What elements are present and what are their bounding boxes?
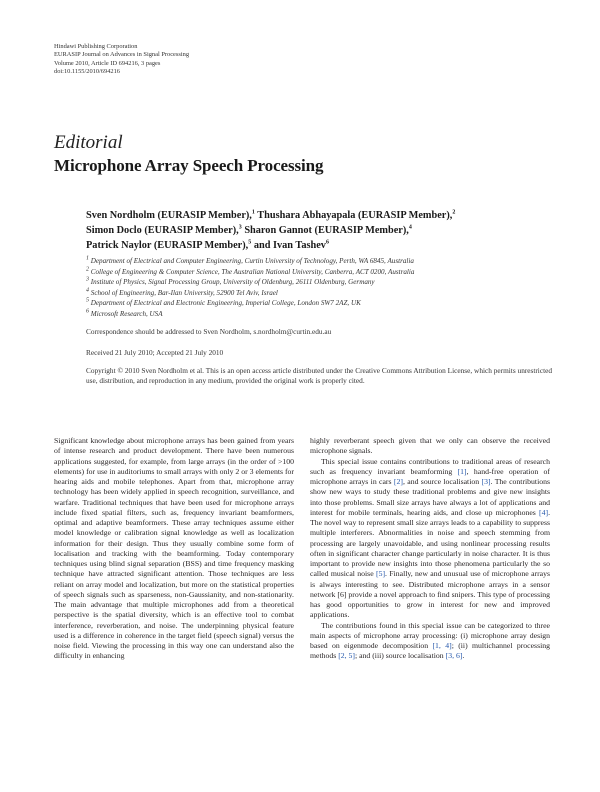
author-affiliation-number: 3: [238, 224, 242, 231]
journal-name: EURASIP Journal on Advances in Signal Processing: [54, 51, 190, 59]
affiliation-list: [86, 256, 556, 319]
author-name: Sven Nordholm (EURASIP Member),: [86, 210, 252, 221]
author-list: [86, 208, 566, 254]
affiliation: $^1$ Department of Electrical and Computer Engineering, Curtin University of Technology, Perth, WA 6845, Australia: [86, 255, 414, 265]
citation-link[interactable]: [2, 5]: [338, 651, 355, 661]
body-paragraph: Significant knowledge about microphone arrays has been gained from years of intense research and product development. There have been numerous applications suggested, for example, from large arrays (in the order of >100 elements) for use in auditoriums to small arrays with only 2 or 3 elements for hearing aids and mobile telephones. Apart from that, microphone array technology has been widely applied in speech recognition, surveillance, and warfare. Traditional techniques that have been used for microphone arrays include fixed spatial filters, such as, frequency invariant beamformers, optimal and adaptive beamformers. These array techniques assume either model knowledge or calibration signal knowledge as well as localization information for their design. Thus they usually combine some form of localisation and tracking with the beamforming. Today contemporary techniques using blind signal separation (BSS) and time frequency masking technique have attracted significant attention. Those techniques are less reliant on array model and localization, but more on the statistical properties of speech signals such as sparseness, non-Gaussianity, and non-stationarity. The main advantage that multiple microphones add from a theoretical perspective is the spatial diversity, which is an effective tool to combat interference, reverberation, and noise. The underpinning physical feature used is a difference in coherence in the target field (speech signal) versus the noise field. Viewing the processing in this way one can understand also the difficulty in enhancing: [54, 436, 294, 661]
author-name: Simon Doclo (EURASIP Member),: [86, 225, 239, 237]
affiliation: $^4$ School of Engineering, Bar-Ilan University, 52900 Tel Aviv, Israel: [86, 287, 278, 297]
citation-link[interactable]: [5]: [375, 569, 386, 579]
citation-link[interactable]: [1, 4]: [432, 641, 452, 650]
doi[interactable]: doi:10.1155/2010/694216: [54, 68, 120, 76]
publisher-name: Hindawi Publishing Corporation: [54, 43, 138, 50]
affiliation: $^3$ Institute of Physics, Signal Processing Group, University of Oldenburg, 26111 Oldenburg, Germany: [86, 276, 375, 286]
body-column-right: [310, 436, 550, 662]
body-paragraph: This special issue contains contributions to traditional areas of research such as frequency invariant beamforming [1], hand-free operation of microphone arrays in cars [2], and source localisation [3]. The contributions show new ways to study these traditional problems and give new insights into those problems. Small size arrays have always a lot of applications and interest for mobile terminals, hearing aids, and close up microphones [4]. The novel way to represent small size arrays leads to a capability to suppress multiple interferers. Abnormalities in noise and speech stemming from processing are largely unavoidable, and using nonlinear processing results often in significant character change particularly in noise character. It is thus important to provide new insights into those phenomena particularly the so called musical noise [5]. Finally, new and unusual use of microphone arrays is always interesting to see. Distributed microphone arrays in a sensor network [6] provide a novel approach to find snipers. This type of processing has good opportunities to grow in interest for new and improved applications.: [310, 456, 551, 620]
citation-link[interactable]: [2]: [393, 477, 403, 486]
affiliation: $^6$ Microsoft Research, USA: [86, 308, 163, 318]
author-affiliation-number: 5: [248, 239, 252, 246]
correspondence-note: Correspondence should be addressed to Sven Nordholm, s.nordholm@curtin.edu.au: [86, 327, 332, 336]
citation-link[interactable]: [3, 6]: [445, 651, 463, 661]
citation-link[interactable]: [4]: [539, 507, 549, 517]
affiliation: $^2$ College of Engineering & Computer Science, The Australian National University, Canberra, ACT 0200, Australia: [86, 266, 415, 276]
citation-link[interactable]: [3]: [481, 477, 491, 486]
received-accepted-dates: Received 21 July 2010; Accepted 21 July 2010: [86, 348, 224, 357]
body-paragraph: highly reverberant speech given that we only can observe the received microphone signals.: [310, 436, 550, 456]
author-affiliation-number: 6: [325, 239, 329, 246]
author-name: Patrick Naylor (EURASIP Member),: [86, 240, 249, 252]
author-affiliation-number: 1: [251, 209, 255, 216]
author-affiliation-number: 4: [408, 224, 412, 231]
author-affiliation-number: 2: [452, 209, 456, 216]
body-paragraph: The contributions found in this special issue can be categorized to three main aspects of microphone array processing: (i) microphone array design based on eigenmode decomposition [1, 4]; (ii) multichannel processing methods [2, 5]; and (iii) source localisation [3, 6].: [310, 620, 550, 661]
citation-link[interactable]: [1]: [457, 466, 467, 476]
author-name: and Ivan Tashev: [253, 240, 326, 252]
journal-header: [54, 43, 189, 77]
affiliation: $^5$ Department of Electrical and Electronic Engineering, Imperial College, London SW7 2AZ, UK: [86, 297, 361, 307]
volume-info: Volume 2010, Article ID 694216, 3 pages: [54, 59, 161, 67]
body-column-left: [54, 436, 294, 662]
author-name: Thushara Abhayapala (EURASIP Member),: [257, 210, 453, 221]
copyright-notice: Copyright © 2010 Sven Nordholm et al. This is an open access article distributed under the Creative Commons Attribution License, which permits unrestricted use, distribution, and reproduction in any medium, provided the original work is properly cited.: [86, 366, 552, 386]
article-title: Microphone Array Speech Processing: [54, 156, 324, 175]
author-name: Sharon Gannot (EURASIP Member),: [244, 225, 409, 237]
section-label: Editorial: [54, 132, 123, 153]
